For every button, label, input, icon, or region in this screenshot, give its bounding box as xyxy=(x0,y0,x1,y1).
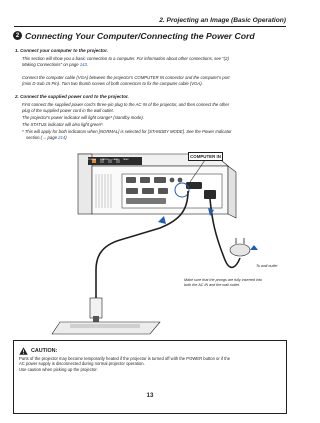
step-1-para-2-line-2: (mini D-Sub 15 Pin). Turn two thumb screws of both connectors to fix the computer cable (VGA). xyxy=(22,80,203,86)
wall-outlet-label: To wall outlet xyxy=(256,264,278,268)
caution-heading xyxy=(19,347,57,355)
step-2-paragraph-2: The projector's power indicator will light orange* (standby mode). xyxy=(22,115,144,120)
connection-figure xyxy=(0,150,300,335)
prongs-note: Make sure that the prongs are fully inserted into both the AC IN and the wall outlet. xyxy=(184,278,262,287)
step-2-paragraph-3: The STATUS indicator will also light green*. xyxy=(22,122,104,127)
page-ref-link[interactable]: 143 xyxy=(79,61,87,67)
projector-illustration xyxy=(78,154,236,218)
connection-illustration xyxy=(0,150,300,335)
page-title xyxy=(13,30,255,41)
caution-box xyxy=(13,340,287,414)
indicator-labels: POWER STATUS LAMP TEMP. xyxy=(88,159,129,161)
caution-title: CAUTION: xyxy=(31,348,58,354)
computer-connector-illustration xyxy=(90,298,102,322)
page-ref-link[interactable]: 214 xyxy=(58,134,66,140)
step-1-heading: 1. Connect your computer to the projector. xyxy=(15,48,108,53)
page-title-text: Connecting Your Computer/Connecting the Power Cord xyxy=(25,30,255,41)
ac-in-port xyxy=(204,190,216,199)
header-title: 2. Projecting an Image (Basic Operation) xyxy=(159,17,286,24)
step-1-para-2-line-1: Connect the computer cable (VGA) between the projector's COMPUTER IN connector and the computer's port xyxy=(22,75,230,80)
step-2-paragraph-1 xyxy=(22,102,288,113)
laptop-illustration xyxy=(52,322,160,334)
wall-plug-illustration xyxy=(230,238,258,256)
computer-in-label: COMPUTER IN xyxy=(188,152,223,161)
step-2-para-1-line-1: First connect the supplied power cord's three-pin plug to the AC IN of the projector, and then connect the other xyxy=(22,102,230,107)
caution-line-2: AC power supply is disconnected during normal projector operation. xyxy=(19,361,145,367)
page-number: 13 xyxy=(146,392,154,399)
step-1-paragraph-1 xyxy=(22,56,288,67)
caution-body xyxy=(19,356,283,372)
step-2-heading: 2. Connect the supplied power cord to the projector. xyxy=(15,94,129,99)
step-1-para-1-line-1: This section will show you a basic connection to a computer. For information about other connections, see "(2) xyxy=(22,56,229,61)
step-1-paragraph-2 xyxy=(22,75,288,86)
step-2-footnote-line-1: * This will apply for both indicators when [NORMAL] is selected for [STANDBY MODE]. See the Power Indicator xyxy=(22,129,232,134)
header-rule xyxy=(14,26,286,27)
caution-line-1: Parts of the projector may become temporarily heated if the projector is turned off with the POWER button or if the xyxy=(19,356,231,361)
caution-line-3: Use caution when picking up the projector. xyxy=(19,366,98,372)
section-number-badge: 2 xyxy=(13,31,22,40)
step-1-para-1-line-2: Making Connections" on page 143. xyxy=(22,61,89,67)
step-2-para-1-line-2: plug of the supplied power cord in the wall outlet. xyxy=(22,107,114,113)
warning-triangle-icon xyxy=(19,347,28,355)
step-2-footnote-line-2: section.(→ page 214) xyxy=(26,134,67,140)
step-2-footnote xyxy=(22,129,288,140)
